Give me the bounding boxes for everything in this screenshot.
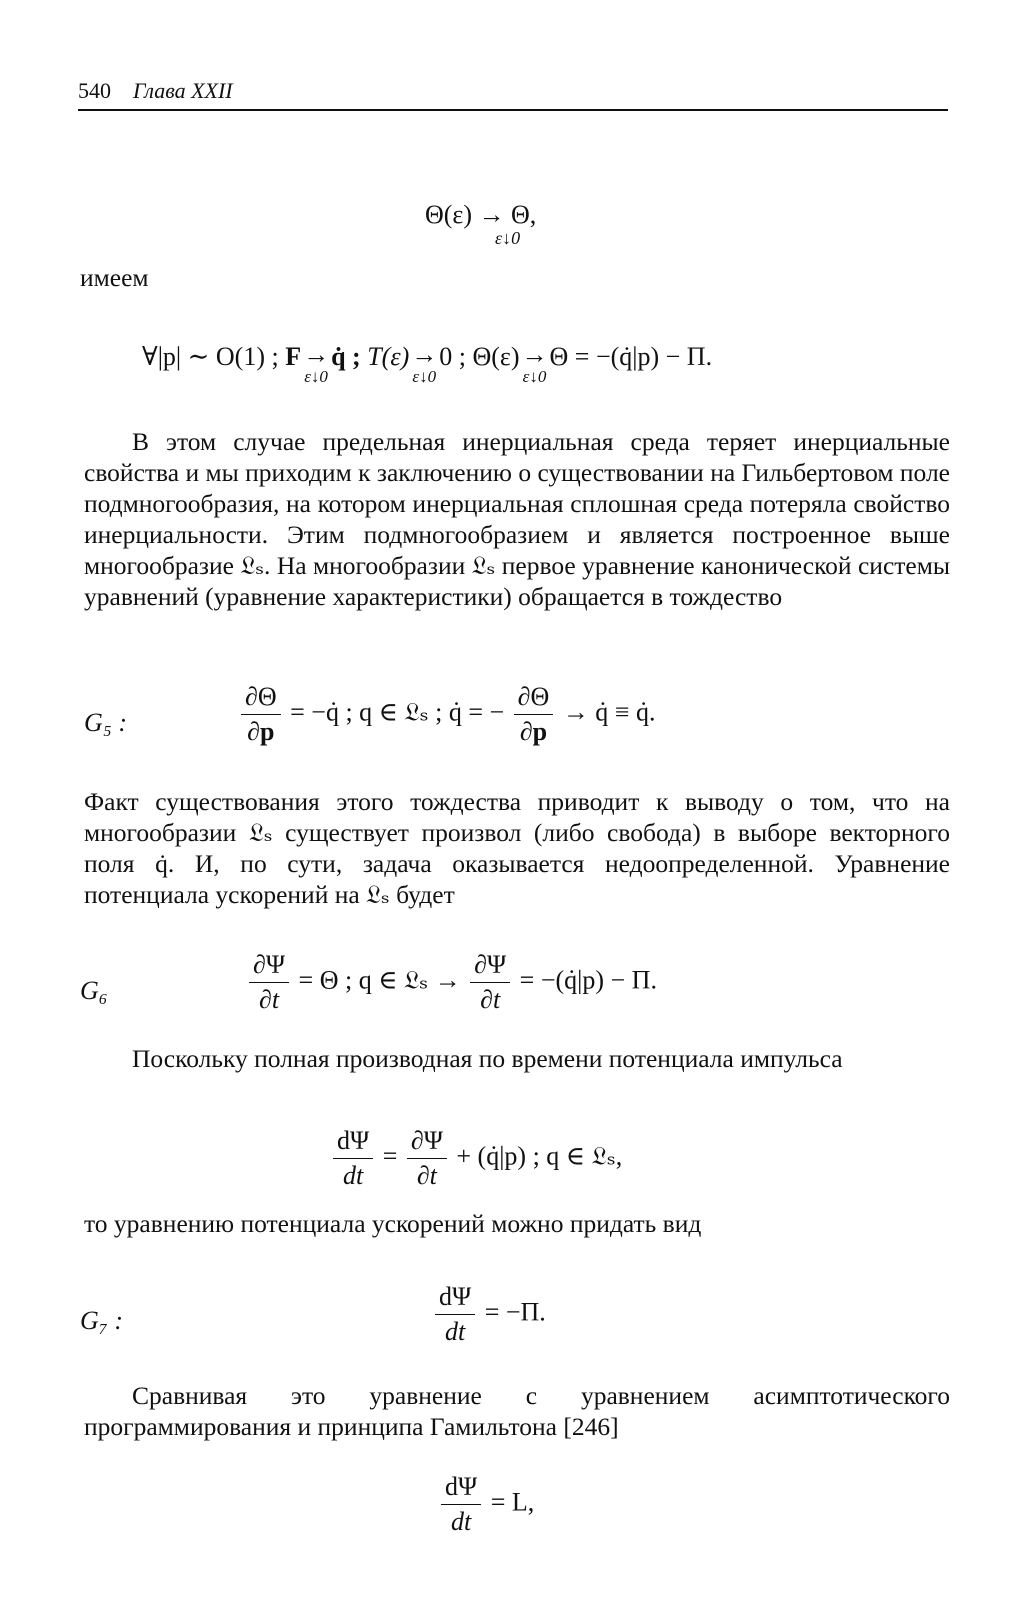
paragraph-4-text: то уравнению потенциала ускорений можно придать вид <box>84 1209 702 1238</box>
g7-tail: = −Π. <box>484 1297 546 1327</box>
fraction-dpsi-dt-2 <box>470 950 510 1015</box>
frac-num: ∂Θ <box>514 682 554 715</box>
chapter-title: Глава XXII <box>133 78 233 103</box>
fraction-dtheta-dp-1 <box>241 682 281 747</box>
fraction-dpsi-dt-g7 <box>435 1282 475 1347</box>
frac-num: ∂Ψ <box>470 950 510 983</box>
frac-den: ∂t <box>258 985 280 1014</box>
formula-theta-limit <box>425 200 536 230</box>
frac-den: dt <box>444 1317 466 1346</box>
word-imeem: имеем <box>80 263 149 292</box>
frac-den: ∂p <box>519 717 548 746</box>
header-rule <box>78 109 948 111</box>
paragraph-2-text: Факт существования этого тождества приводит к выводу о том, что на многообразии 𝔏ₛ существует произвол (либо свобода) в выборе векторного поля q̇. И, по сути, задача оказывается недоопределенной. Уравнение потенциала ускорений на 𝔏ₛ будет <box>84 787 950 909</box>
paragraph-3 <box>84 1043 950 1074</box>
full-tail: + (q̇|p) ; q ∈ 𝔏ₛ, <box>456 1141 623 1171</box>
paragraph-1 <box>84 426 950 612</box>
g5-middle: = −q̇ ; q ∈ 𝔏ₛ ; q̇ = − <box>290 697 505 727</box>
frac-num: dΨ <box>441 1472 481 1505</box>
equation-full-derivative <box>330 1126 622 1191</box>
arrow-3-sub: ε↓0 <box>522 367 547 386</box>
equation-g6 <box>246 950 657 1015</box>
frac-den: ∂t <box>416 1161 437 1190</box>
equation-last <box>438 1472 534 1537</box>
limit-arrow-2 <box>411 342 437 386</box>
paragraph-2 <box>84 786 950 910</box>
fraction-dtheta-dp-2 <box>514 682 554 747</box>
full-eq-sign: = <box>382 1141 398 1171</box>
arrow-1: → <box>303 340 330 369</box>
fraction-dpsi-dt-1 <box>249 950 289 1015</box>
limits-part-4: T(ε) <box>367 342 410 371</box>
formula-limits <box>142 342 712 386</box>
limits-part-6: Θ(ε) <box>472 342 520 371</box>
frac-num: ∂Θ <box>241 682 281 715</box>
g5-tail: → q̇ ≡ q̇. <box>562 697 656 727</box>
fraction-partial-psi-dt <box>407 1126 447 1191</box>
frac-den: dt <box>450 1507 472 1536</box>
last-tail: = L, <box>490 1487 535 1517</box>
equation-label-g6: G₆ <box>80 976 108 1005</box>
paragraph-1-text: В этом случае предельная инерциальная среда теряет инерциальные свойства и мы приходим к заключению о существовании на Гильбертовом поле подмногообразия, на котором инерциальная сплошная среда потеряла свойство инерциальности. Этим подмногообразием и является построенное выше многообразие 𝔏ₛ. На многообразии 𝔏ₛ первое уравнение канонической системы уравнений (уравнение характеристики) обращается в тождество <box>84 427 950 611</box>
limits-part-1: ∀|p| ∼ O(1) ; <box>142 342 279 371</box>
frac-num: dΨ <box>435 1282 475 1315</box>
frac-num: ∂Ψ <box>249 950 289 983</box>
paragraph-5-text: Сравнивая это уравнение с уравнением асимптотического программирования и принципа Гамильтона [246] <box>84 1381 950 1441</box>
paragraph-3-text: Поскольку полная производная по времени потенциала импульса <box>132 1044 843 1073</box>
page-number: 540 <box>78 78 111 103</box>
arrow-3: → <box>521 340 548 369</box>
limits-part-3: q̇ ; <box>331 342 361 371</box>
limits-part-7: Θ = −(q̇|p) − Π. <box>549 342 713 371</box>
limit-arrow-1 <box>303 342 329 386</box>
fraction-dpsi-dt-last <box>441 1472 481 1537</box>
frac-den: dt <box>342 1161 364 1190</box>
g6-middle: = Θ ; q ∈ 𝔏ₛ → <box>298 965 461 995</box>
g6-tail: = −(q̇|p) − Π. <box>519 965 657 995</box>
formula-theta-text: Θ(ε) → Θ, <box>425 200 537 229</box>
equation-label-g7: G₇ : <box>80 1306 123 1335</box>
formula-theta-subscript: ε↓0 <box>495 228 521 248</box>
equation-label-g5: G₅ : <box>84 708 127 737</box>
frac-den: ∂t <box>480 985 501 1014</box>
limit-arrow-3 <box>522 342 548 386</box>
frac-num: ∂Ψ <box>407 1126 447 1159</box>
paragraph-4 <box>84 1208 950 1239</box>
frac-num: dΨ <box>333 1126 373 1159</box>
frac-den: ∂p <box>247 717 275 746</box>
limits-part-2: F <box>285 342 302 371</box>
arrow-2-sub: ε↓0 <box>412 367 437 386</box>
arrow-1-sub: ε↓0 <box>304 367 328 386</box>
equation-g5 <box>238 682 655 747</box>
equation-g7 <box>432 1282 546 1347</box>
fraction-dpsi-dt-full <box>333 1126 373 1191</box>
paragraph-5 <box>84 1380 950 1442</box>
arrow-2: → <box>411 340 438 369</box>
limits-part-5: 0 ; <box>439 342 466 371</box>
running-head <box>78 78 233 104</box>
